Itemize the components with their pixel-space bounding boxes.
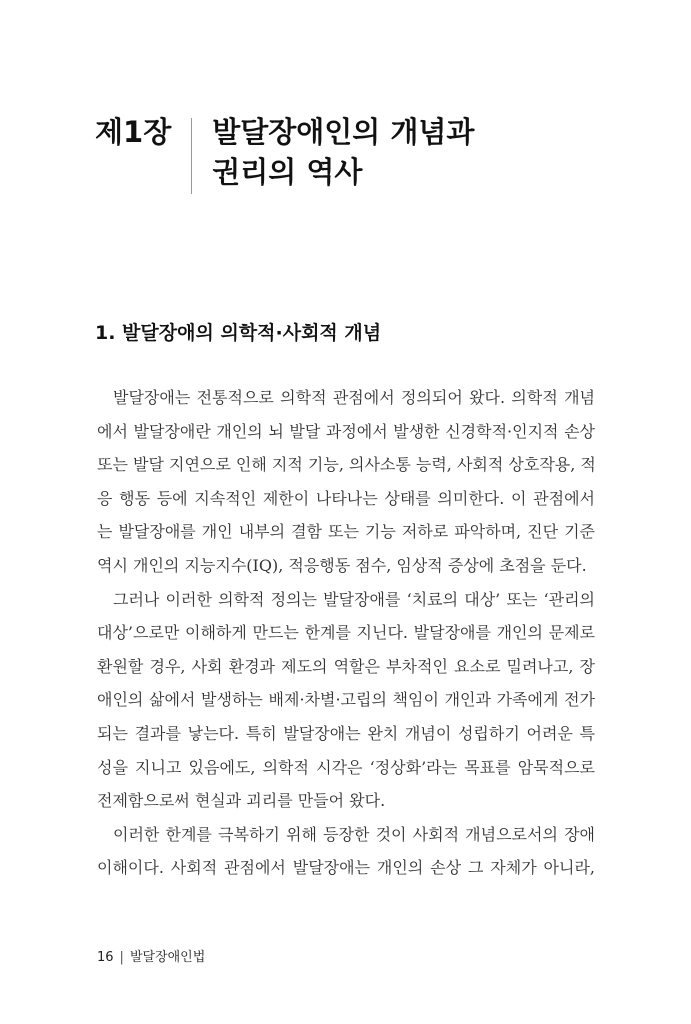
text-line: 발달장애는 전통적으로 의학적 관점에서 정의되어 왔다. 의학적 개념 bbox=[113, 388, 595, 407]
text-line: 에서 발달장애란 개인의 뇌 발달 과정에서 발생한 신경학적·인지적 손상 bbox=[97, 421, 595, 441]
text-line: 응 행동 등에 지속적인 제한이 나타나는 상태를 의미한다. 이 관점에서 bbox=[97, 488, 595, 508]
text-line: 그러나 이러한 의학적 정의는 발달장애를 ‘치료의 대상’ 또는 ‘관리의 bbox=[113, 589, 595, 609]
text-line: 환원할 경우, 사회 환경과 제도의 역할은 부차적인 요소로 밀려나고, 장 bbox=[97, 656, 595, 676]
chapter-heading bbox=[95, 112, 474, 194]
text-line: 이러한 한계를 극복하기 위해 등장한 것이 사회적 개념으로서의 장애 bbox=[113, 824, 595, 844]
section-title: 1. 발달장애의 의학적·사회적 개념 bbox=[95, 322, 382, 344]
text-line: 대상’으로만 이해하게 만드는 한계를 지닌다. 발달장애를 개인의 문제로 bbox=[97, 623, 595, 643]
text-line: 또는 발달 지연으로 인해 지적 기능, 의사소통 능력, 사회적 상호작용, 적 bbox=[97, 455, 596, 475]
chapter-title-line: 권리의 역사 bbox=[212, 155, 363, 189]
text-line: 이해이다. 사회적 관점에서 발달장애는 개인의 손상 그 자체가 아니라, bbox=[97, 858, 595, 878]
text-line: 성을 지니고 있음에도, 의학적 시각은 ‘정상화’라는 목표를 암묵적으로 bbox=[97, 757, 595, 777]
text-line: 는 발달장애를 개인 내부의 결함 또는 기능 저하로 파악하며, 진단 기준 bbox=[97, 522, 595, 542]
chapter-title-line: 발달장애인의 개념과 bbox=[212, 115, 475, 149]
text-line: 역시 개인의 지능지수(IQ), 적응행동 점수, 임상적 증상에 초점을 둔다. bbox=[97, 555, 587, 575]
page-number: 16 bbox=[97, 950, 114, 965]
text-line: 되는 결과를 낳는다. 특히 발달장애는 완치 개념이 성립하기 어려운 특 bbox=[97, 723, 595, 743]
body-text bbox=[97, 381, 595, 885]
footer-separator: | bbox=[119, 950, 124, 965]
page-footer bbox=[97, 946, 205, 965]
text-line: 애인의 삶에서 발생하는 배제·차별·고립의 책임이 개인과 가족에게 전가 bbox=[97, 690, 595, 710]
book-title: 발달장애인법 bbox=[129, 950, 206, 965]
chapter-title bbox=[192, 112, 474, 194]
chapter-number: 제1장 bbox=[95, 115, 172, 149]
text-line: 전제함으로써 현실과 괴리를 만들어 왔다. bbox=[97, 791, 386, 811]
